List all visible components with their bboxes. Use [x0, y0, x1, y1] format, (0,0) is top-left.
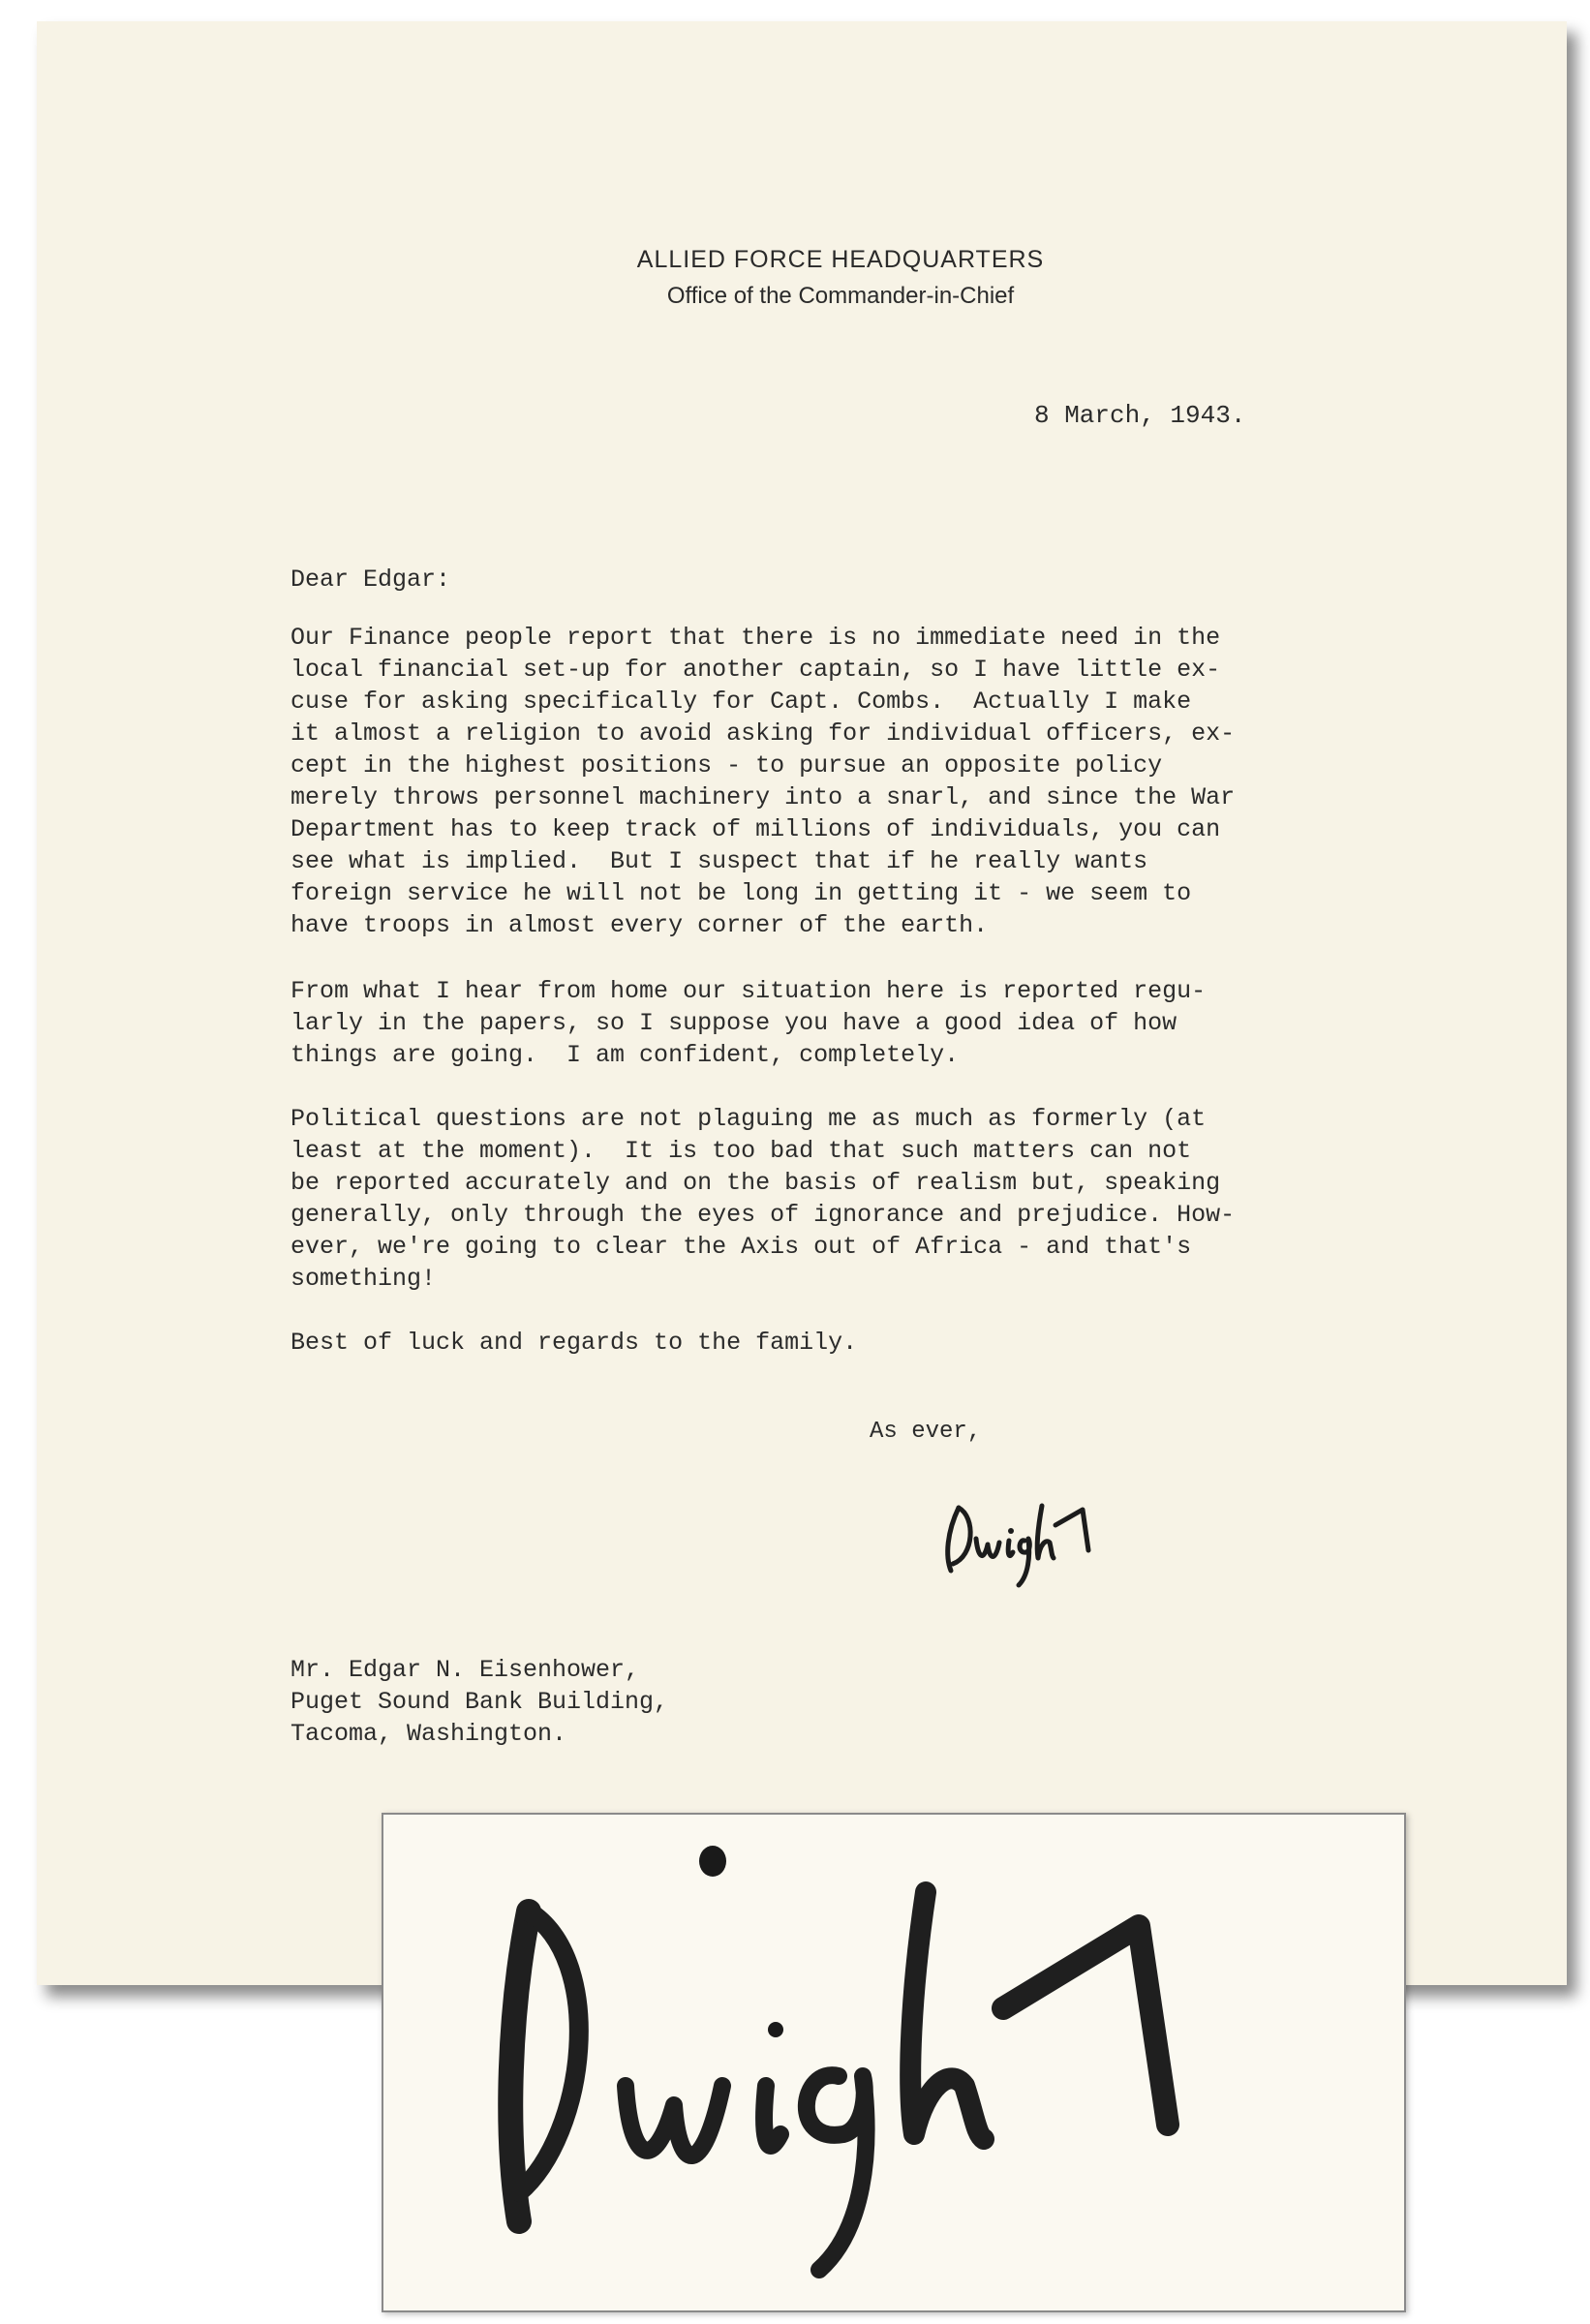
letter-date: 8 March, 1943. — [1034, 401, 1246, 430]
letter-page — [37, 21, 1567, 1985]
recipient-address: Mr. Edgar N. Eisenhower, Puget Sound Bank Building, Tacoma, Washington. — [290, 1656, 669, 1748]
paragraph-news: From what I hear from home our situation here is reported regu- larly in the papers, so I suppose you have a good idea of how things are going. I am confident, completely. — [290, 977, 1207, 1069]
salutation: Dear Edgar: — [290, 566, 451, 594]
closing: As ever, — [870, 1419, 982, 1445]
letterhead-subtitle: Office of the Commander-in-Chief — [666, 283, 1015, 309]
paragraph-politics: Political questions are not plaguing me as much as formerly (at least at the moment). It is too bad that such matters can not be reported accurately and on the basis of realism but, speaking generally, only through the eyes of ignorance and prejudice. How- ever, we're going to clear the Axis out of Africa - and that's something! — [290, 1105, 1236, 1293]
signature-closeup — [382, 1813, 1406, 2312]
paragraph-finance: Our Finance people report that there is no immediate need in the local financial set-up for another captain, so I have little ex- cuse for asking specifically for Capt. Combs. Actually I make it almost a religion to avoid asking for individual officers, ex- cept in the highest positions - to pursue an opposite policy merely throws personnel machinery into a snarl, and since the War Department has to keep track of millions of individuals, you can see what is implied. But I suspect that if he really wants foreign service he will not be long in getting it - we seem to have troops in almost every corner of the earth. — [290, 624, 1236, 939]
letterhead-title: ALLIED FORCE HEADQUARTERS — [636, 246, 1045, 273]
signature-enlarged — [383, 1815, 1404, 2310]
paragraph-regards: Best of luck and regards to the family. — [290, 1329, 858, 1357]
signature-handwritten — [937, 1450, 1112, 1595]
